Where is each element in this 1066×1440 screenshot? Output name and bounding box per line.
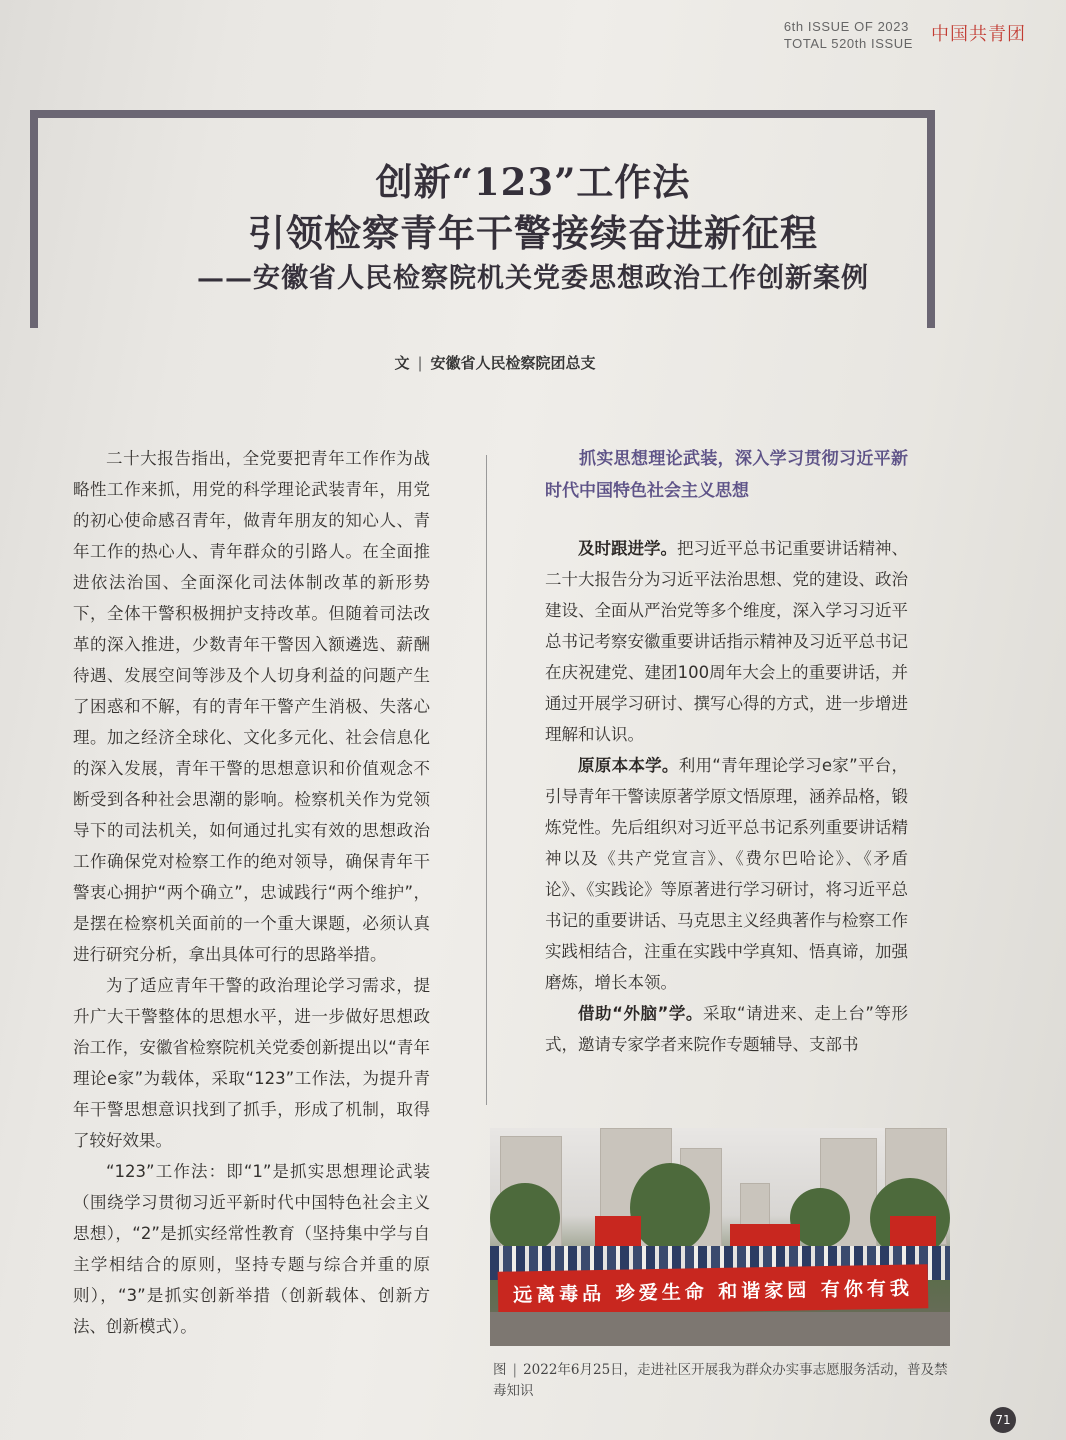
right-column [545, 443, 908, 1060]
paragraph-lead: 原原本本学。 [578, 756, 679, 775]
article-title-line-2: 引领检察青年干警接续奋进新征程 [248, 211, 818, 255]
left-column [73, 443, 430, 1342]
byline-separator: | [417, 354, 423, 372]
right-paragraph-2 [545, 750, 908, 998]
red-sign [890, 1216, 936, 1250]
byline [0, 352, 990, 373]
right-paragraph-1 [545, 533, 908, 750]
paragraph-lead: 借助“外脑”学。 [578, 1004, 703, 1023]
paragraph-body: 把习近平总书记重要讲话精神、二十大报告分为习近平法治思想、党的建设、政治建设、全面从严治党等多个维度，深入学习习近平总书记考察安徽重要讲话指示精神及习近平总书记在庆祝建党、建团100周年大会上的重要讲话，并通过开展学习研讨、撰写心得的方式，进一步增进理解和认识。 [545, 539, 908, 744]
caption-separator: | [512, 1362, 518, 1378]
page-number: 71 [990, 1407, 1016, 1433]
article-title-line-1: 创新“123”工作法 [375, 160, 691, 204]
masthead-logo: 中国共青团 [931, 24, 1026, 45]
ground [490, 1312, 950, 1346]
tree [490, 1183, 560, 1253]
red-sign [595, 1216, 641, 1250]
byline-prefix: 文 [394, 354, 410, 372]
paragraph-body: 采取“请进来、走上台”等形式，邀请专家学者来院作专题辅导、支部书 [545, 1004, 908, 1054]
paragraph-lead: 及时跟进学。 [578, 539, 677, 558]
right-paragraph-3 [545, 998, 908, 1060]
paragraph-body: 利用“青年理论学习e家”平台，引导青年干警读原著学原文悟原理，涵养品格，锻炼党性。先后组织对习近平总书记系列重要讲话精神以及《共产党宣言》、《费尔巴哈论》、《矛盾论》、《实践论》等原著进行学习研讨，将习近平总书记的重要讲话、马克思主义经典著作与检察工作实践相结合，注重在实践中学真知、悟真谛，加强磨炼，增长本领。 [545, 756, 909, 992]
caption-text: 2022年6月25日，走进社区开展我为群众办实事志愿服务活动，普及禁毒知识 [493, 1362, 948, 1399]
column-divider [486, 455, 487, 1105]
caption-prefix: 图 [493, 1362, 507, 1378]
article-subtitle: ——安徽省人民检察院机关党委思想政治工作创新案例 [197, 263, 869, 294]
issue-line-2: TOTAL 520th ISSUE [783, 36, 913, 51]
byline-author: 安徽省人民检察院团总支 [430, 354, 596, 372]
issue-line-1: 6th ISSUE OF 2023 [783, 19, 909, 34]
section-heading: 抓实思想理论武装，深入学习贯彻习近平新时代中国特色社会主义思想 [545, 449, 908, 501]
frame-top-bar [30, 110, 935, 118]
left-paragraph-1: 二十大报告指出，全党要把青年工作作为战略性工作来抓，用党的科学理论武装青年，用党的初心使命感召青年，做青年朋友的知心人、青年工作的热心人、青年群众的引路人。在全面推进依法治国、全面深化司法体制改革的新形势下，全体干警积极拥护支持改革。但随着司法改革的深入推进，少数青年干警因入额遴选、薪酬待遇、发展空间等涉及个人切身利益的问题产生了困惑和不解，有的青年干警产生消极、失落心理。加之经济全球化、文化多元化、社会信息化的深入发展，青年干警的思想意识和价值观念不断受到各种社会思潮的影响。检察机关作为党领导下的司法机关，如何通过扎实有效的思想政治工作确保党对检察工作的绝对领导，确保青年干警衷心拥护“两个确立”，忠诚践行“两个维护”，是摆在检察机关面前的一个重大课题，必须认真进行研究分析，拿出具体可行的思路举措。 [73, 449, 430, 964]
page-header [784, 18, 1026, 52]
issue-info [784, 18, 913, 52]
left-paragraph-2: 为了适应青年干警的政治理论学习需求，提升广大干警整体的思想水平，进一步做好思想政治工作，安徽省检察院机关党委创新提出以“青年理论e家”为载体，采取“123”工作法，为提升青年干警思想意识找到了抓手，形成了机制，取得了较好效果。 [73, 976, 430, 1150]
left-paragraph-3: “123”工作法：即“1”是抓实思想理论武装（围绕学习贯彻习近平新时代中国特色社会主义思想），“2”是抓实经常性教育（坚持集中学与自主学相结合的原则，坚持专题与综合并重的原则），“3”是抓实创新举措（创新载体、创新方法、创新模式）。 [73, 1162, 430, 1336]
red-sign [730, 1224, 800, 1248]
photo-caption [493, 1360, 955, 1402]
anti-drug-banner: 远离毒品 珍爱生命 和谐家园 有你有我 [498, 1264, 929, 1315]
tree [630, 1163, 710, 1253]
event-photo [490, 1128, 950, 1346]
